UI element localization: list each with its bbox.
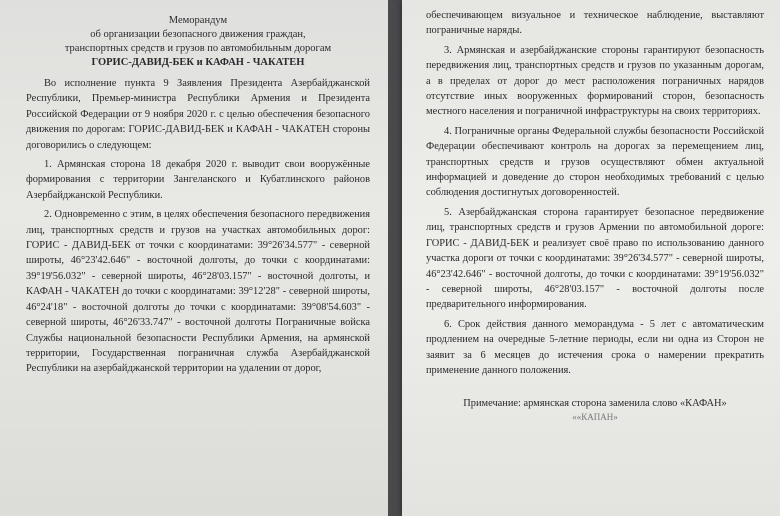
title-line-4: ГОРИС-ДАВИД-БЕК и КАФАН - ЧАКАТЕН	[91, 57, 305, 68]
title-line-3: транспортных средств и грузов по автомобильным дорогам	[64, 43, 332, 54]
left-page	[0, 0, 388, 516]
right-page	[402, 0, 780, 516]
title-line-2: об организации безопасного движения граждан,	[90, 29, 306, 40]
clause-2-continued: обеспечивающем визуальное и техническое наблюдение, выставляют пограничные наряды.	[426, 10, 764, 37]
clause-5: 5. Азербайджанская сторона гарантирует безопасное передвижение лиц, транспортных средств и грузов Армении по автомобильной дороге: ГОРИС - ДАВИД-БЕК и реализует своё право по использованию данного участка дороги от точки с координатами: 39°26'34.577" - северной широты, 46°23'42.646" - восточной долготы, до точки с координатами: 39°19'56.032" - северной широты, 46°28'03.157" - восточной долготы после предварительного информирования.	[426, 206, 764, 311]
intro-paragraph: Во исполнение пункта 9 Заявления Президента Азербайджанской Республики, Премьер-министра Республики Армения и Президента Российской Федерации от 9 ноября 2020 г. с целью обеспечения безопасного движения по дорогам: ГОРИС-ДАВИД-БЕК и КАФАН - ЧАКАТЕН стороны договорились о следующем:	[26, 78, 370, 151]
clause-4: 4. Пограничные органы Федеральной службы безопасности Российской Федерации обеспечивают контроль на дорогах за перемещением лиц, транспортных средств и грузов осуществляют обмен актуальной информацией и доведение до сторон необходимых требований с целью соблюдения достигнутых договоренностей.	[426, 125, 764, 199]
document-title	[26, 14, 370, 70]
clause-6: 6. Срок действия данного меморандума - 5 лет с автоматическим продлением на очередные 5-летние периоды, если ни одна из Сторон не заявит за 6 месяцев до истечения срока о намерении прекратить применение данного положения.	[426, 318, 764, 376]
title-line-1: Меморандум	[168, 15, 228, 26]
clause-2: 2. Одновременно с этим, в целях обеспечения безопасного передвижения лиц, транспортных средств и грузов на участках автомобильных дорог: ГОРИС - ДАВИД-БЕК от точки с координатами: 39°26'34.577" - северной широты, 46°23'42.646" - восточной долготы, до точки с координатами: 39°19'56.032" - северной широты, 46°28'03.157" - восточной долготы, и КАФАН - ЧАКАТЕН до точки с координатами: 39°12'28" - северной широты, 46°24'18" - восточной долготы до точки с координатами: 39°08'54.603" - северной широты, 46°26'33.747" - восточной долготы Пограничные войска Службы национальной безопасности Республики Армения, на армянской территории, Государственная пограничная служба Азербайджанской Республики на азербайджанской территории на удалении от дорог,	[26, 209, 370, 375]
page-gutter	[388, 0, 402, 516]
clause-3: 3. Армянская и азербайджанские стороны гарантируют безопасность передвижения лиц, транспортных средств и грузов по указанным дорогам, а в пределах от дорог до мест расположения пограничных нарядов отсутствие иных вооруженных формирований сторон, безопасность местного населения и пограничной инфраструктуры на своих территориях.	[426, 44, 764, 118]
footnote-continued: ««КАПАН»	[572, 411, 618, 422]
footnote: Примечание: армянская сторона заменила слово «КАФАН»	[463, 398, 727, 410]
clause-1: 1. Армянская сторона 18 декабря 2020 г. выводит свои вооружённые формирования с территории Зангеланского и Кубатлинского районов Азербайджанской Республики.	[26, 159, 370, 201]
